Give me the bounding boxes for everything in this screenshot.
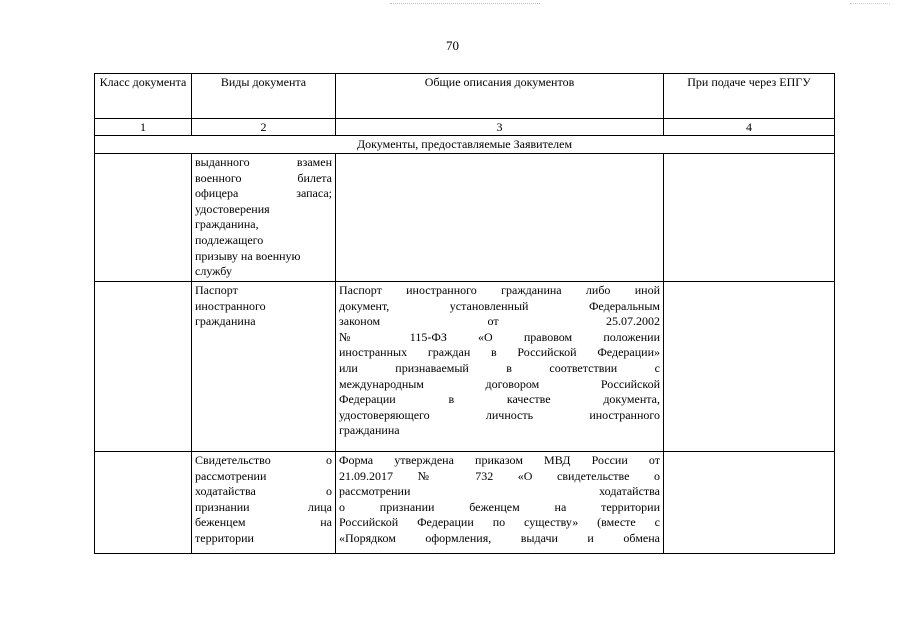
description-line: международным договором Российской [339, 376, 660, 391]
description-line: законом от 25.07.2002 [339, 314, 660, 329]
section-row [95, 136, 835, 154]
description-line: удостоверяющего личность иностранного [339, 407, 660, 422]
description-line: № 115-ФЗ «О правовом положении [339, 329, 660, 344]
epgu-cell [664, 452, 835, 554]
column-number: 4 [664, 119, 835, 136]
table-row [95, 154, 835, 282]
type-line: призыву на военную [195, 248, 301, 263]
table-row [95, 282, 835, 452]
type-line: Свидетельство о [195, 453, 332, 467]
description-line: документ, установленный Федеральным [339, 298, 660, 313]
description-line: Форма утверждена приказом МВД России от [339, 453, 660, 467]
class-cell [95, 282, 192, 452]
header-description: Общие описания документов [336, 74, 664, 119]
type-line: рассмотрении [195, 468, 267, 483]
description-line: 21.09.2017 № 732 «О свидетельстве о [339, 468, 660, 483]
type-line: ходатайства о [195, 484, 332, 499]
type-line: иностранного [195, 298, 266, 313]
column-number: 2 [192, 119, 336, 136]
description-line: «Порядком оформления, выдачи и обмена [339, 530, 660, 545]
description-cell [336, 282, 664, 452]
description-cell [336, 154, 664, 282]
description-line: рассмотрении ходатайства [339, 484, 660, 499]
description-line: иностранных граждан в Российской Федерации» [339, 345, 660, 360]
epgu-cell [664, 282, 835, 452]
document-table [94, 73, 835, 554]
section-title: Документы, предоставляемые Заявителем [95, 136, 835, 154]
type-line: службу [195, 264, 232, 279]
type-line: удостоверения [195, 201, 270, 216]
header-type: Виды документа [192, 74, 336, 119]
epgu-cell [664, 154, 835, 282]
type-line: территории [195, 530, 254, 545]
description-line: Российской Федерации по существу» (вместе с [339, 515, 660, 530]
description-cell [336, 452, 664, 554]
header-row [95, 74, 835, 119]
column-number: 3 [336, 119, 664, 136]
table-row [95, 452, 835, 554]
type-line: подлежащего [195, 232, 264, 247]
type-line: признании лица [195, 499, 332, 514]
column-number: 1 [95, 119, 192, 136]
type-line: беженцем на [195, 515, 332, 530]
description-line: о признании беженцем на территории [339, 499, 660, 514]
type-line: гражданина [195, 314, 256, 329]
class-cell [95, 452, 192, 554]
type-cell [192, 452, 336, 554]
class-cell [95, 154, 192, 282]
type-line: гражданина, [195, 217, 259, 232]
type-cell [192, 154, 336, 282]
scan-artifact [390, 3, 540, 6]
header-class: Класс документа [95, 74, 192, 119]
type-cell [192, 282, 336, 452]
column-number-row [95, 119, 835, 136]
page-number: 70 [446, 38, 459, 53]
type-line: выданного взамен [195, 155, 332, 169]
description-line: гражданина [339, 423, 400, 438]
type-line: военного билета [195, 170, 332, 185]
scan-artifact [850, 3, 890, 6]
description-line: или признаваемый в соответствии с [339, 360, 660, 375]
description-line: Паспорт иностранного гражданина либо иной [339, 283, 660, 297]
type-line: Паспорт [195, 283, 238, 297]
description-line: Федерации в качестве документа, [339, 392, 660, 407]
type-line: офицера запаса; [195, 186, 332, 201]
header-epgu: При подаче через ЕПГУ [664, 74, 835, 119]
